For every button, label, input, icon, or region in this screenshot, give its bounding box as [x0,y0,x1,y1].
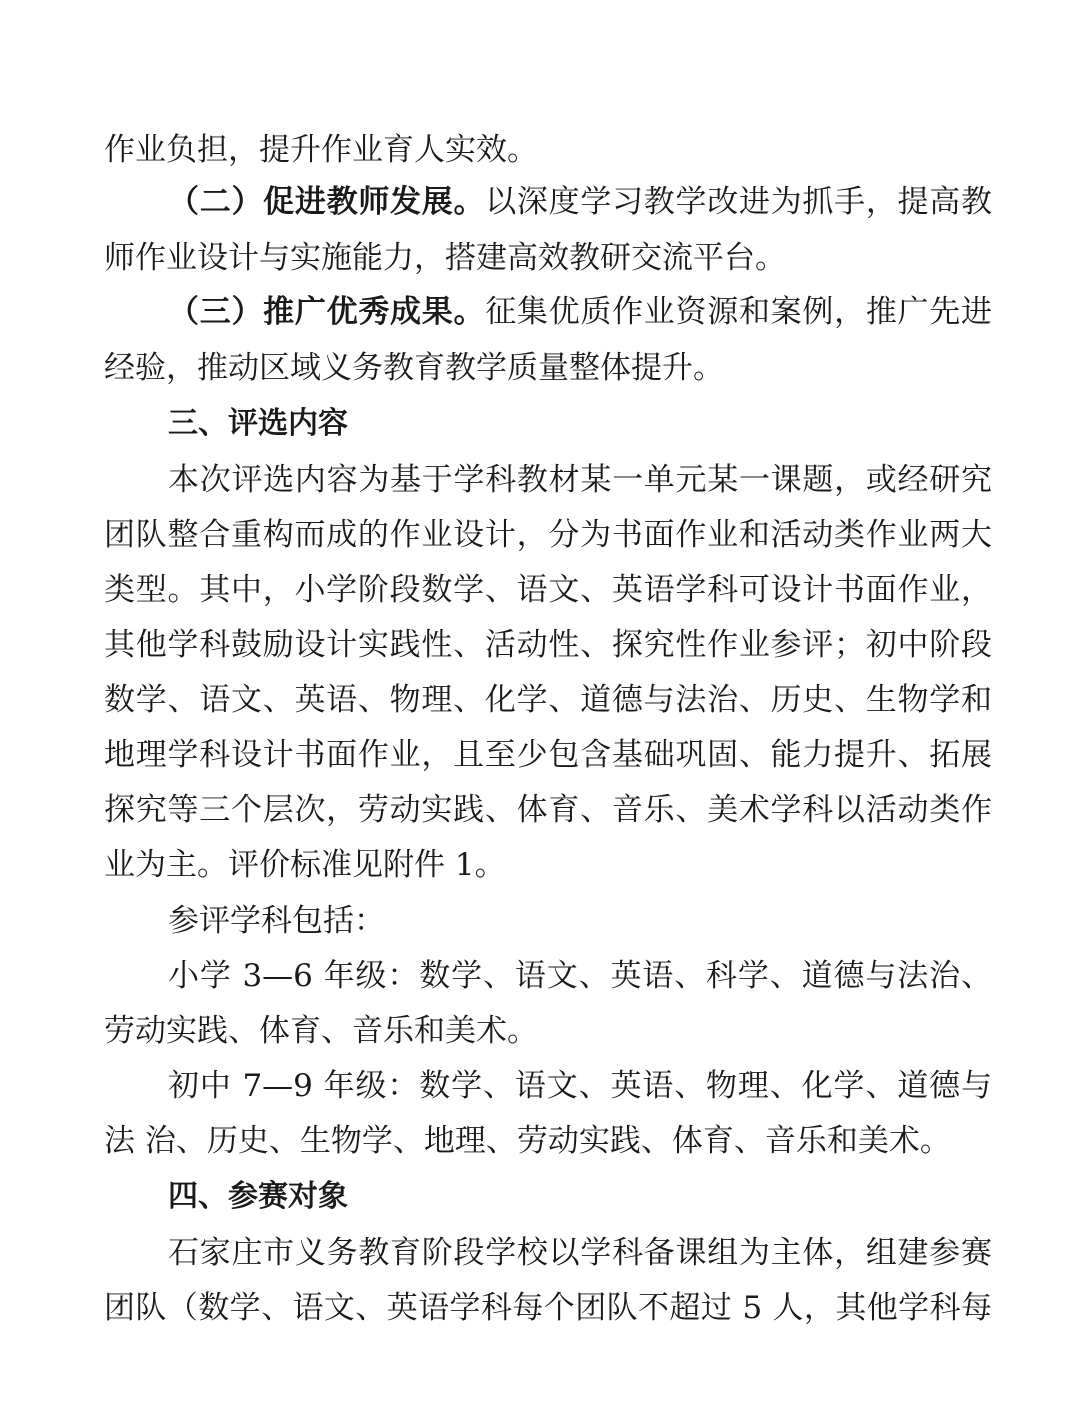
text-line: 探究等三个层次，劳动实践、体育、音乐、美术学科以活动类作 [104,792,992,828]
text-line: 参评学科包括： [168,903,385,939]
text-line: 类型。其中，小学阶段数学、语文、英语学科可设计书面作业， [104,572,992,608]
text-line: 作业负担，提升作业育人实效。 [104,132,538,168]
text-line [168,292,992,332]
text-span: 征集优质作业资源和案例，推广先进 [485,294,993,330]
text-line: 小学 3—6 年级：数学、语文、英语、科学、道德与法治、 [168,958,992,994]
text-span: 以深度学习教学改进为抓手，提高教 [485,184,993,220]
text-line: 本次评选内容为基于学科教材某一单元某一课题，或经研究 [168,462,992,498]
text-line: 地理学科设计书面作业，且至少包含基础巩固、能力提升、拓展 [104,737,992,773]
text-line: 业为主。评价标准见附件 1。 [104,847,506,883]
text-line: 法 治、历史、生物学、地理、劳动实践、体育、音乐和美术。 [104,1123,951,1159]
section-heading: 三、评选内容 [168,406,348,441]
text-line: 师作业设计与实施能力，搭建高效教研交流平台。 [104,240,786,276]
subsection-heading: （三）推广优秀成果。 [168,294,486,330]
text-line: 劳动实践、体育、音乐和美术。 [104,1013,538,1049]
text-line: 经验，推动区域义务教育教学质量整体提升。 [104,350,724,386]
text-line: 石家庄市义务教育阶段学校以学科备课组为主体，组建参赛 [168,1235,992,1271]
text-line: 初中 7—9 年级：数学、语文、英语、物理、化学、道德与 [168,1068,992,1104]
text-line: 团队整合重构而成的作业设计，分为书面作业和活动类作业两大 [104,517,992,553]
section-heading: 四、参赛对象 [168,1179,348,1214]
text-line: 团队（数学、语文、英语学科每个团队不超过 5 人，其他学科每 [104,1290,992,1326]
subsection-heading: （二）促进教师发展。 [168,184,486,220]
text-line: 其他学科鼓励设计实践性、活动性、探究性作业参评；初中阶段 [104,627,992,663]
text-line [168,182,992,222]
text-line: 数学、语文、英语、物理、化学、道德与法治、历史、生物学和 [104,682,992,718]
